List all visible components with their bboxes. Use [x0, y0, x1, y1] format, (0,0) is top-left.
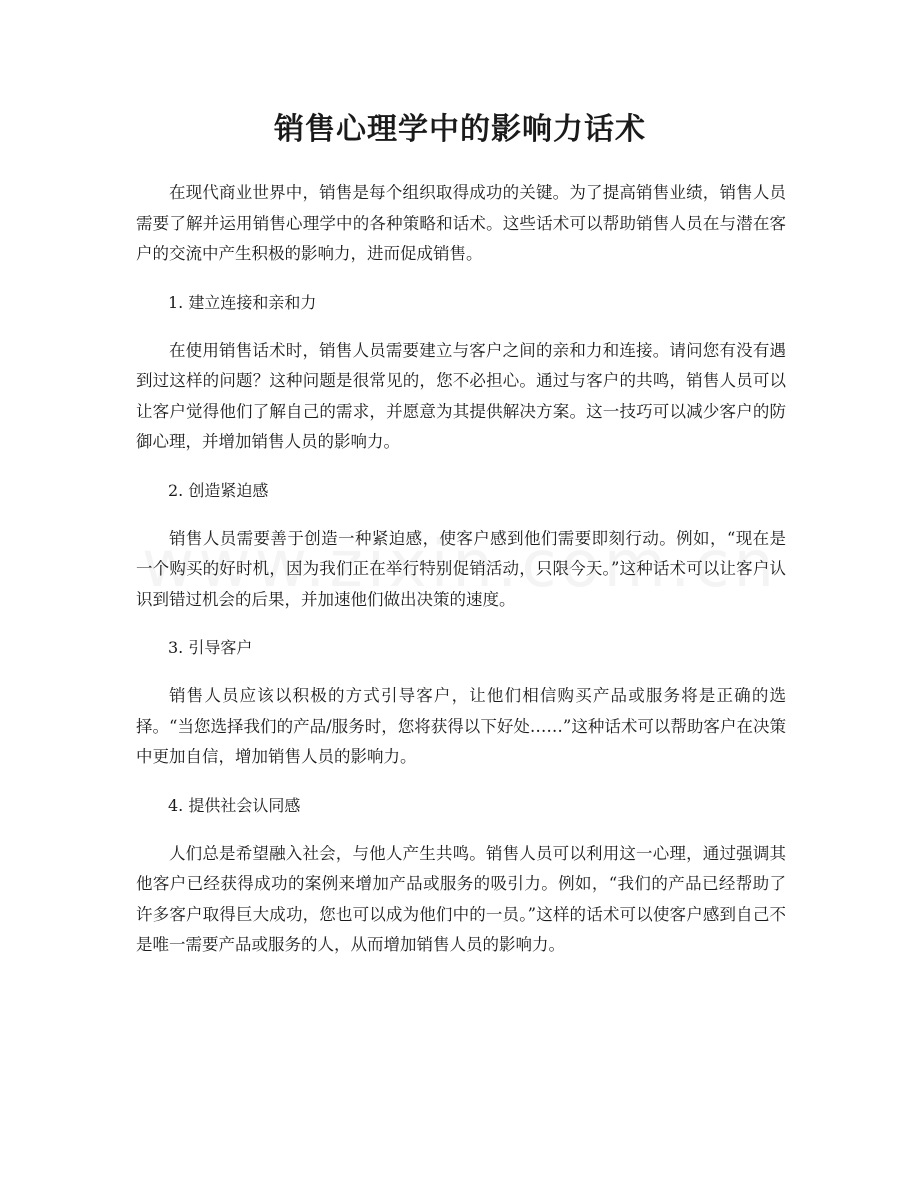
- section-heading: 2. 创造紧迫感: [168, 480, 269, 500]
- intro-paragraph: 在现代商业世界中，销售是每个组织取得成功的关键。为了提高销售业绩，销售人员需要了解并运用销售心理学中的各种策略和话术。这些话术可以帮助销售人员在与潜在客户的交流中产生积极的影响力，进而促成销售。: [136, 183, 786, 263]
- section-paragraph: 销售人员需要善于创造一种紧迫感，使客户感到他们需要即刻行动。例如，“现在是一个购买的好时机，因为我们正在举行特别促销活动，只限今天。”这种话术可以让客户认识到错过机会的后果，并加速他们做出决策的速度。: [136, 528, 786, 609]
- section-paragraph: 在使用销售话术时，销售人员需要建立与客户之间的亲和力和连接。请问您有没有遇到过这样的问题？这种问题是很常见的，您不必担心。通过与客户的共鸣，销售人员可以让客户觉得他们了解自己的需求，并愿意为其提供解决方案。这一技巧可以减少客户的防御心理，并增加销售人员的影响力。: [136, 340, 786, 451]
- section-paragraph: 人们总是希望融入社会，与他人产生共鸣。销售人员可以利用这一心理，通过强调其他客户已经获得成功的案例来增加产品或服务的吸引力。例如，“我们的产品已经帮助了许多客户取得巨大成功，您也可以成为他们中的一员。”这样的话术可以使客户感到自己不是唯一需要产品或服务的人，从而增加销售人员的影响力。: [136, 843, 786, 954]
- section-heading: 1. 建立连接和亲和力: [168, 292, 317, 312]
- section-heading: 4. 提供社会认同感: [168, 795, 301, 815]
- section-paragraph: 销售人员应该以积极的方式引导客户，让他们相信购买产品或服务将是正确的选择。“当您选择我们的产品/服务时，您将获得以下好处……”这种话术可以帮助客户在决策中更加自信，增加销售人员的影响力。: [136, 686, 786, 766]
- document-title: 销售心理学中的影响力话术: [274, 112, 646, 147]
- document-body: [136, 178, 786, 979]
- section-heading: 3. 引导客户: [168, 638, 253, 657]
